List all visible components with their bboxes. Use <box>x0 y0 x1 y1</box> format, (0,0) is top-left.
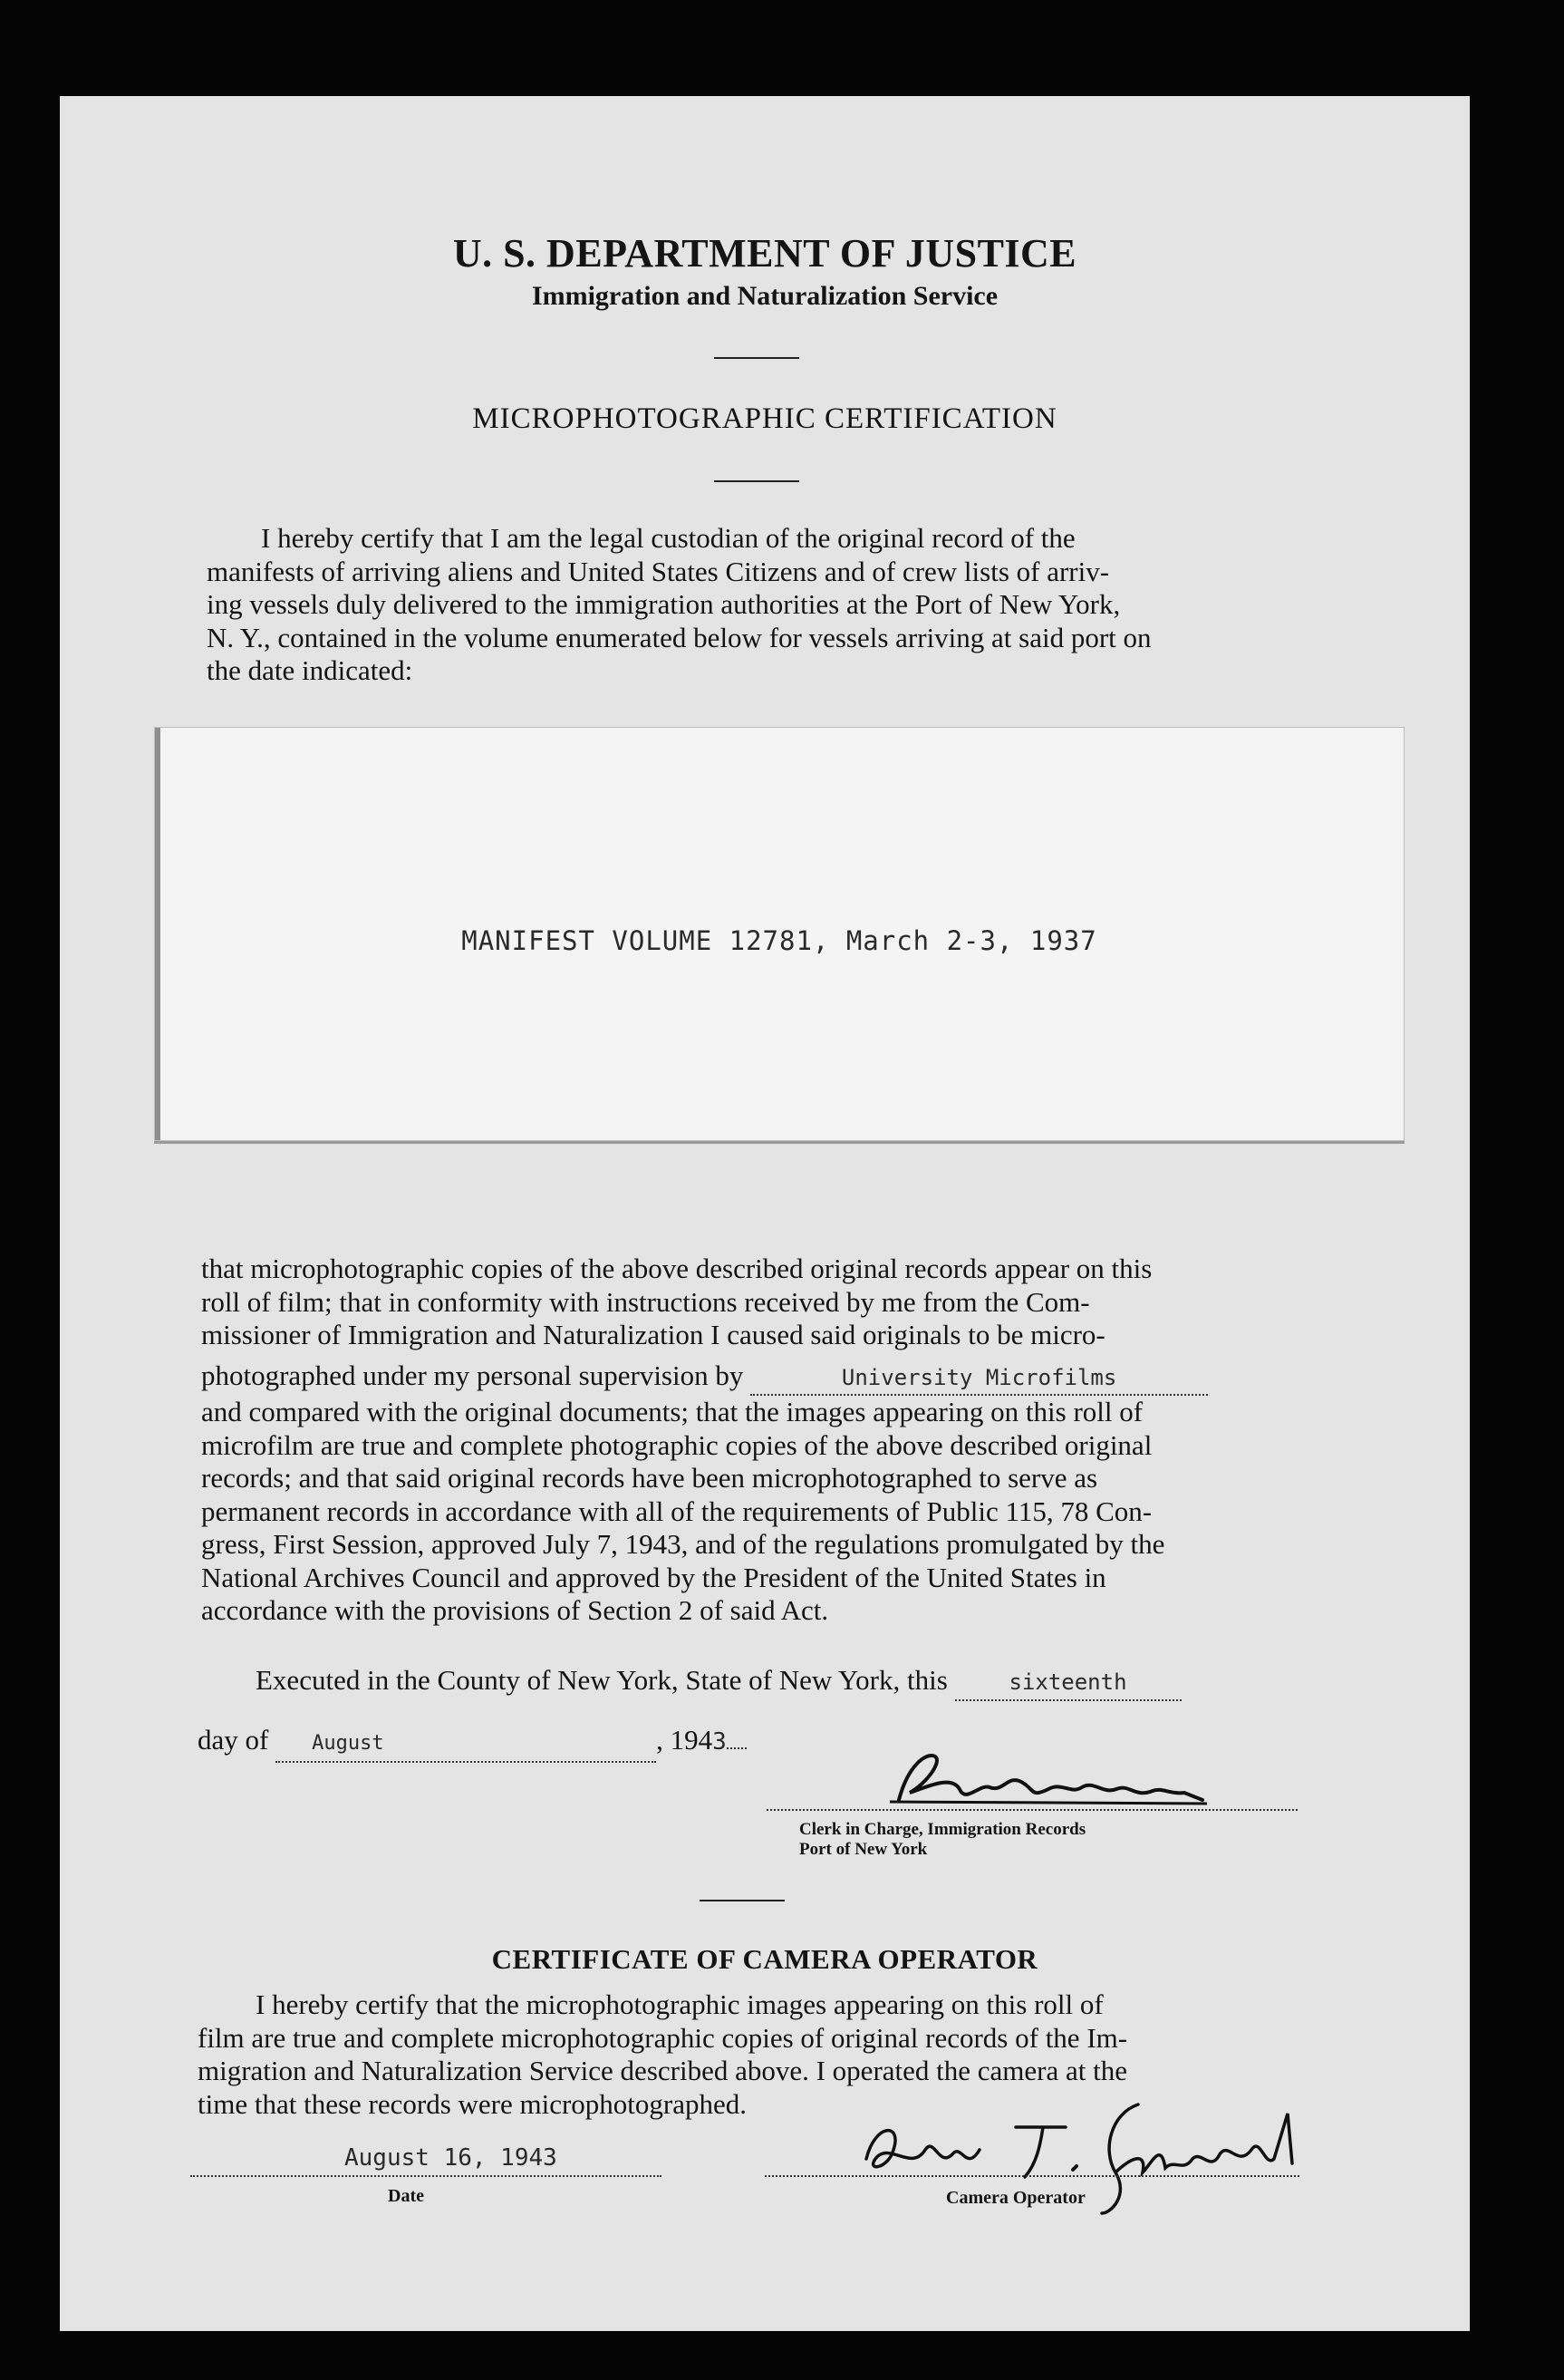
divider-bottom <box>700 1900 785 1901</box>
execution-prefix: Executed in the County of New York, State of New York, this <box>256 1664 948 1696</box>
date-label: Date <box>388 2186 424 2206</box>
camera-line: film are true and complete microphotographic copies of original records of the Im- <box>198 2021 1128 2054</box>
execution-line <box>256 1664 1379 1701</box>
camera-line: I hereby certify that the microphotographic images appearing on this roll of <box>256 1988 1104 2020</box>
body-line: permanent records in accordance with all of the requirements of Public 115, 78 Con- <box>201 1495 1153 1527</box>
body-line: that microphotographic copies of the above described original records appear on this <box>201 1253 1153 1284</box>
day-of-label: day of <box>198 1724 269 1756</box>
clerk-title-line1: Clerk in Charge, Immigration Records <box>799 1820 1086 1839</box>
body-line: microfilm are true and complete photographic copies of the above described original <box>201 1428 1153 1461</box>
body-paragraph <box>201 1253 1370 1628</box>
divider-top <box>714 357 799 359</box>
intro-paragraph <box>207 522 1372 688</box>
intro-line: N. Y., contained in the volume enumerated below for vessels arriving at said port on <box>207 621 1152 653</box>
supervised-by-field: University Microfilms <box>750 1359 1208 1397</box>
body-line: missioner of Immigration and Naturalization I caused said originals to be micro- <box>201 1319 1105 1350</box>
camera-operator-label: Camera Operator <box>946 2188 1086 2208</box>
intro-line: manifests of arriving aliens and United States Citizens and of crew lists of arriv- <box>207 555 1110 587</box>
supervision-prefix: photographed under my personal supervision by <box>201 1359 744 1391</box>
intro-line: the date indicated: <box>207 654 413 686</box>
year-dots <box>727 1747 747 1749</box>
body-line: gress, First Session, approved July 7, 1943, and of the regulations promulgated by the <box>201 1528 1165 1560</box>
year-digit: 3 <box>712 1728 727 1756</box>
date-signature-line <box>190 2175 661 2177</box>
manifest-inset-card <box>154 727 1405 1141</box>
month-field: August <box>275 1727 656 1763</box>
body-line: and compared with the original documents; that the images appearing on this roll of <box>201 1396 1144 1427</box>
supervision-line <box>201 1359 1370 1397</box>
camera-line: time that these records were microphotographed. <box>198 2087 747 2120</box>
year-prefix: , 194 <box>656 1724 713 1756</box>
body-line: roll of film; that in conformity with instructions received by me from the Com- <box>201 1285 1090 1318</box>
date-field-value: August 16, 1943 <box>344 2144 557 2172</box>
body-line: accordance with the provisions of Section 2 of said Act. <box>201 1594 829 1626</box>
intro-line: ing vessels duly delivered to the immigration authorities at the Port of New York, <box>207 588 1121 620</box>
body-line: National Archives Council and approved by the President of the United States in <box>201 1561 1106 1593</box>
clerk-title-line2: Port of New York <box>799 1840 928 1859</box>
intro-line: I hereby certify that I am the legal custodian of the original record of the <box>261 522 1076 554</box>
clerk-signature-line <box>767 1809 1298 1811</box>
camera-operator-signature <box>839 2086 1347 2222</box>
department-heading: U. S. DEPARTMENT OF JUSTICE <box>452 231 1077 276</box>
camera-certificate-title: CERTIFICATE OF CAMERA OPERATOR <box>491 1943 1038 1975</box>
certificate-sheet <box>60 96 1470 2331</box>
body-line: records; and that said original records have been microphotographed to serve as <box>201 1462 1098 1494</box>
service-subheading: Immigration and Naturalization Service <box>531 281 999 311</box>
day-field: sixteenth <box>955 1666 1182 1701</box>
date-line <box>198 1724 922 1763</box>
manifest-volume-text: MANIFEST VOLUME 12781, March 2-3, 1937 <box>461 925 1097 956</box>
camera-line: migration and Naturalization Service described above. I operated the camera at the <box>198 2055 1127 2086</box>
certification-title: MICROPHOTOGRAPHIC CERTIFICATION <box>472 402 1057 435</box>
camera-operator-signature-line <box>765 2175 1299 2177</box>
divider-middle <box>714 480 799 482</box>
